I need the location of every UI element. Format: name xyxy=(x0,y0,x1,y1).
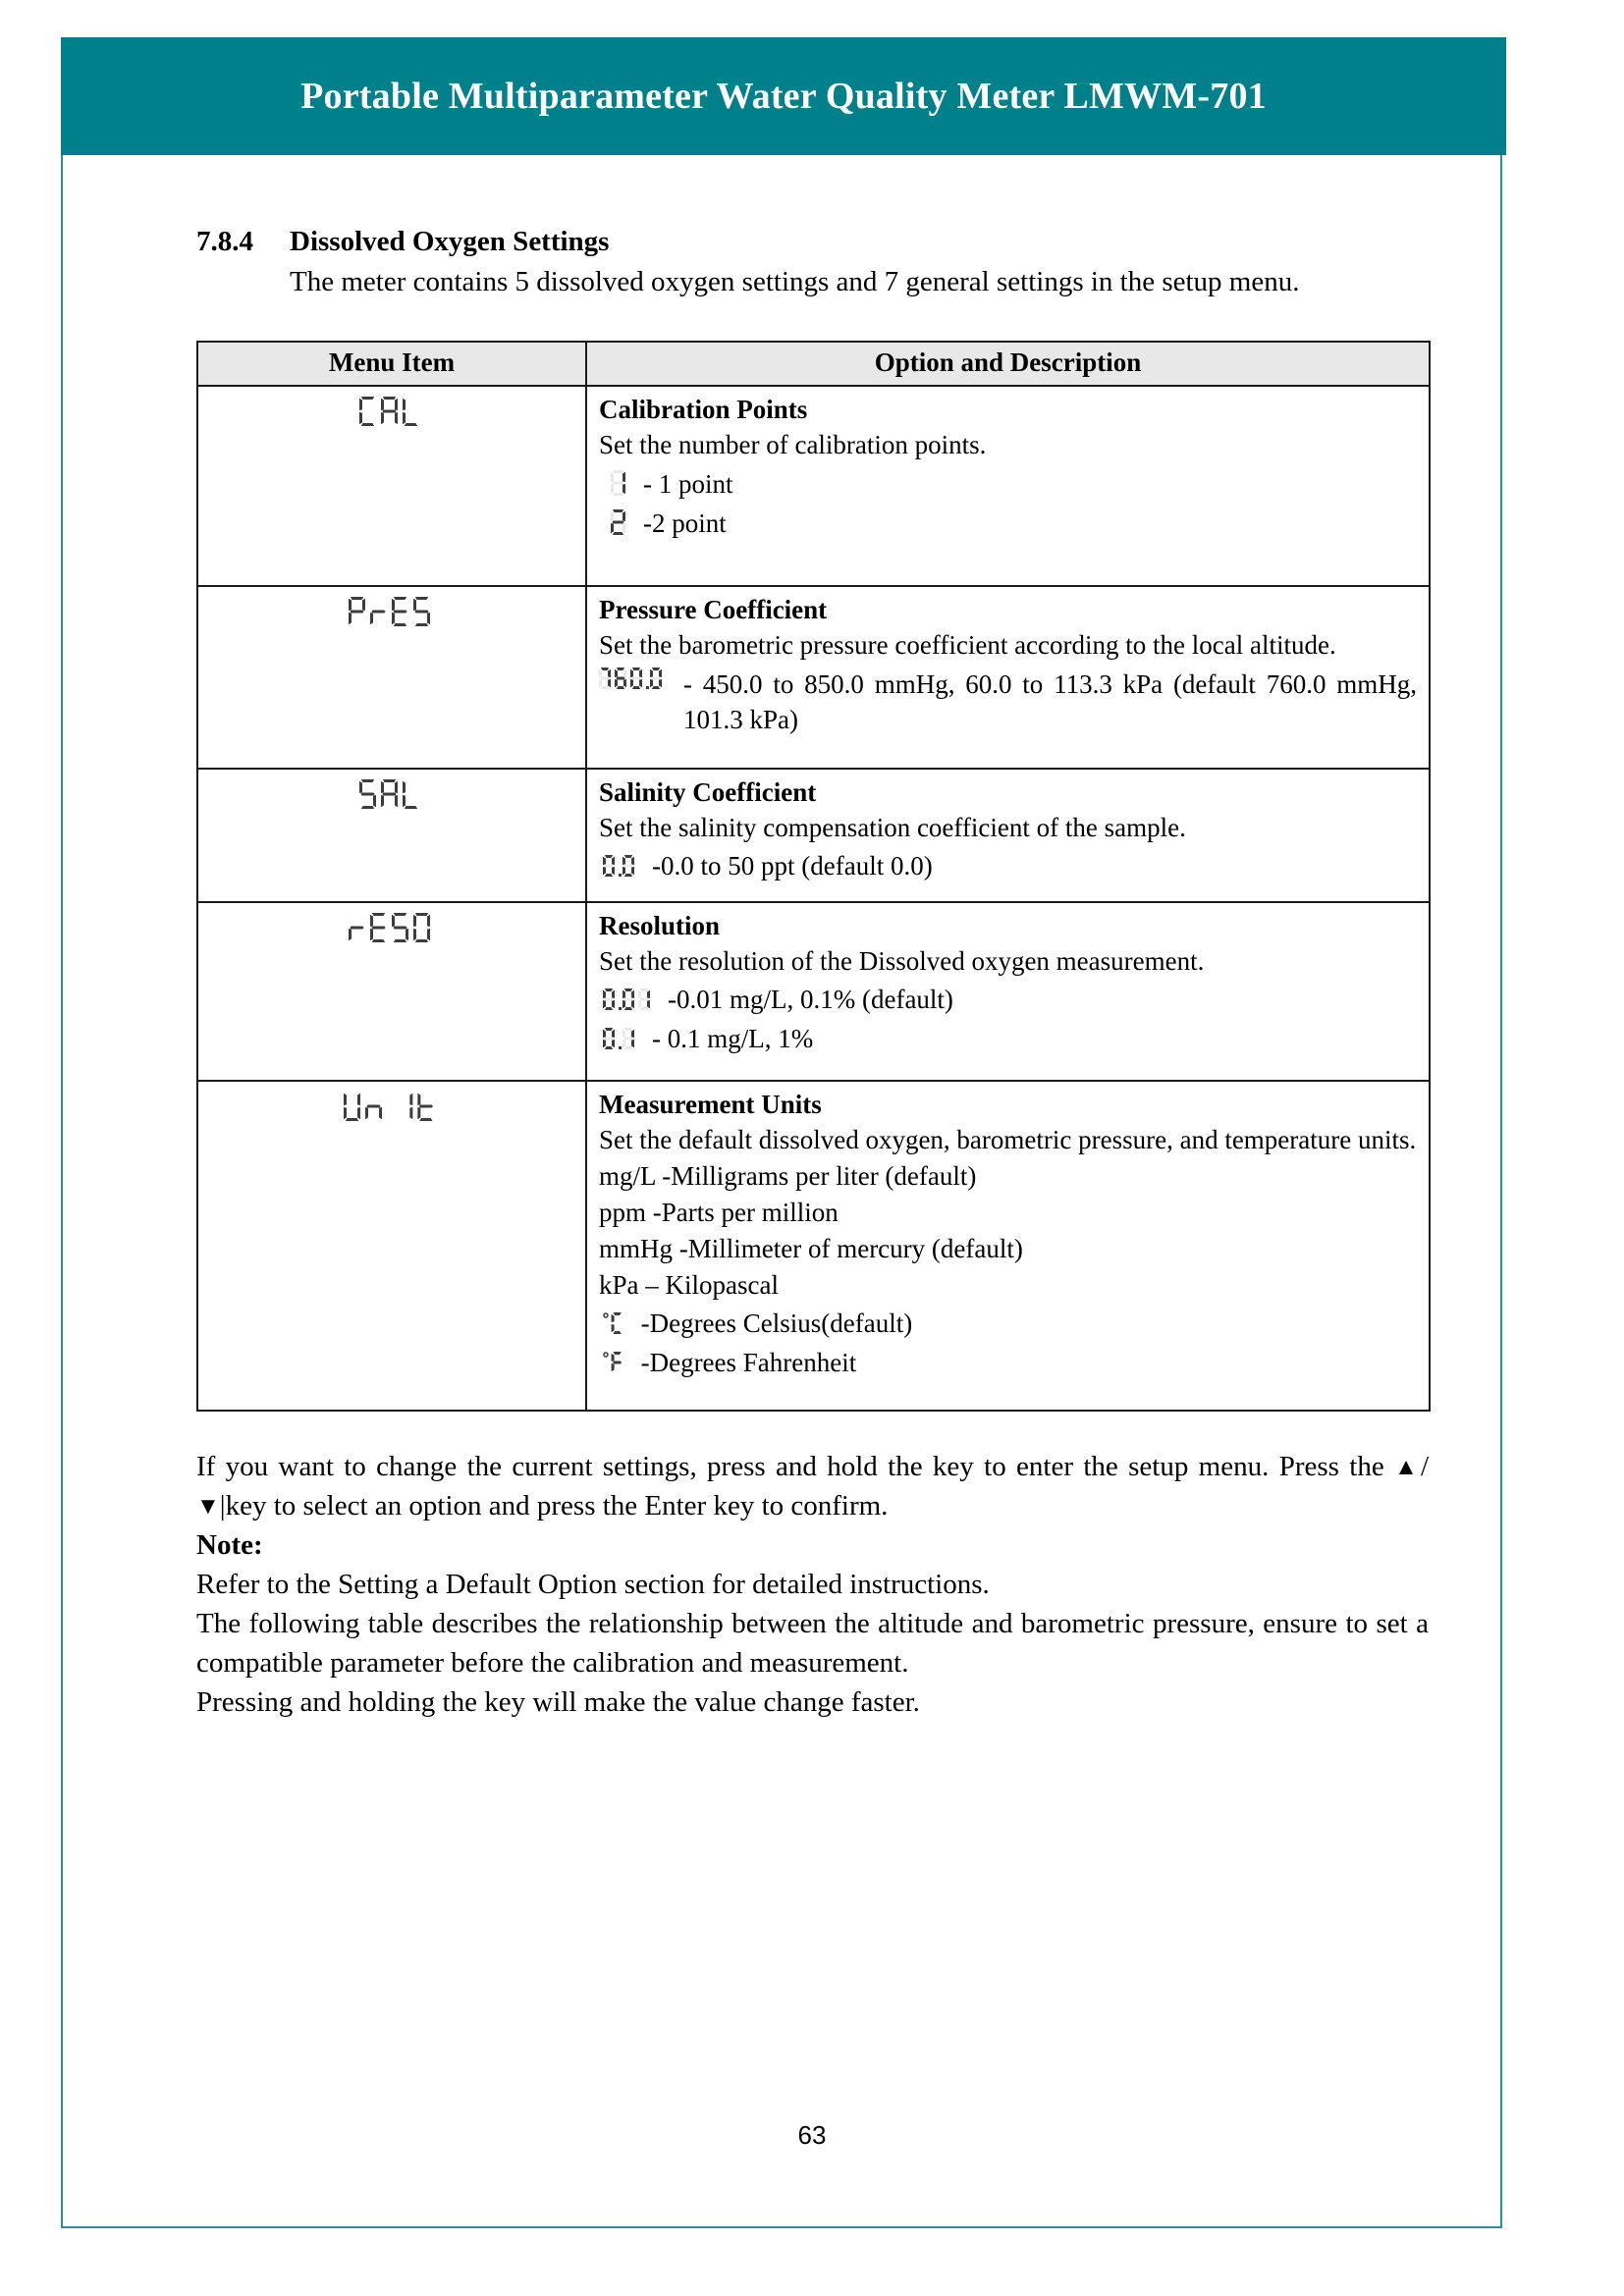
menu-item-cell-unit xyxy=(197,1081,586,1411)
option-description: Set the number of calibration points. xyxy=(599,430,987,460)
option-choice-row xyxy=(599,982,1417,1019)
option-choice-row xyxy=(599,1021,1417,1058)
menu-item-cell-cal xyxy=(197,386,586,586)
option-title: Pressure Coefficient xyxy=(599,595,828,625)
option-choice-label: -0.0 to 50 ppt (default 0.0) xyxy=(652,851,933,881)
lcd-value-1-point xyxy=(611,470,629,499)
page-number: 63 xyxy=(797,2120,827,2150)
option-choice-label: -Degrees Celsius(default) xyxy=(640,1308,913,1338)
menu-item-cell-reso xyxy=(197,902,586,1081)
lcd-display-unit xyxy=(344,1092,439,1124)
lcd-value-degrees-celsius xyxy=(603,1312,627,1336)
menu-item-cell-sal xyxy=(197,769,586,902)
lcd-value-degrees-fahrenheit xyxy=(603,1352,627,1375)
footer-paragraph-3: The following table describes the relationship between the altitude and barometric pressure, ensure to set a compatible parameter before the calibration and measurement. xyxy=(196,1607,1429,1679)
page-title: Portable Multiparameter Water Quality Meter LMWM-701 xyxy=(300,76,1267,117)
unit-line: ppm -Parts per million xyxy=(599,1198,839,1228)
option-title: Calibration Points xyxy=(599,395,808,425)
arrow-separator: / xyxy=(1420,1450,1429,1482)
footer-paragraph-4: Pressing and holding the key will make the value change faster. xyxy=(196,1685,920,1718)
dissolved-oxygen-settings-table xyxy=(196,341,1431,1411)
section-intro-text: The meter contains 5 dissolved oxygen settings and 7 general settings in the setup menu. xyxy=(290,266,1300,298)
page-header-banner xyxy=(61,37,1506,155)
option-choice-label: - 1 point xyxy=(643,468,733,499)
table-header-row xyxy=(197,342,1430,386)
arrow-up-icon: ▲ xyxy=(1394,1454,1421,1480)
unit-line: mg/L -Milligrams per liter (default) xyxy=(599,1161,977,1192)
option-cell-cal xyxy=(586,386,1430,586)
lcd-value-salinity-default xyxy=(603,855,638,879)
option-choice-row xyxy=(599,848,1417,885)
arrow-down-icon: ▼ xyxy=(196,1493,220,1520)
document-content xyxy=(196,224,1429,1722)
option-description: Set the resolution of the Dissolved oxygen measurement. xyxy=(599,946,1205,977)
option-title: Resolution xyxy=(599,911,721,941)
section-title: Dissolved Oxygen Settings xyxy=(290,226,610,257)
option-description: Set the default dissolved oxygen, barometric pressure, and temperature units. xyxy=(599,1125,1417,1155)
table-row xyxy=(197,386,1430,586)
footer-notes xyxy=(196,1447,1429,1722)
option-title: Salinity Coefficient xyxy=(599,777,817,808)
option-choice-label: -Degrees Fahrenheit xyxy=(640,1347,857,1377)
unit-line: kPa – Kilopascal xyxy=(599,1269,779,1300)
lcd-display-reso xyxy=(349,913,435,945)
option-choice-label: -0.01 mg/L, 0.1% (default) xyxy=(668,985,953,1015)
option-choice-label: - 0.1 mg/L, 1% xyxy=(652,1024,814,1054)
lcd-display-pres xyxy=(349,597,435,629)
key-bar-glyph: | xyxy=(219,1489,226,1522)
option-choice-row xyxy=(599,1306,1417,1343)
option-cell-unit xyxy=(586,1081,1430,1411)
option-choice-row xyxy=(599,667,1417,738)
option-choice-row xyxy=(599,1345,1417,1382)
table-row xyxy=(197,1081,1430,1411)
section-heading xyxy=(196,224,1429,259)
table-row xyxy=(197,769,1430,902)
section-number: 7.8.4 xyxy=(196,226,253,257)
unit-line: mmHg -Millimeter of mercury (default) xyxy=(599,1234,1023,1264)
lcd-value-2-point xyxy=(611,509,629,538)
table-row xyxy=(197,902,1430,1081)
option-cell-pres xyxy=(586,586,1430,769)
lcd-value-resolution-01 xyxy=(603,1028,638,1051)
option-cell-reso xyxy=(586,902,1430,1081)
footer-para1-before: If you want to change the current settings, press and hold the key to enter the setup menu. Press the xyxy=(196,1450,1395,1482)
lcd-display-sal xyxy=(359,779,424,812)
lcd-value-pressure-default xyxy=(599,667,666,691)
option-title: Measurement Units xyxy=(599,1090,822,1120)
option-choice-label: - 450.0 to 850.0 mmHg, 60.0 to 113.3 kPa (default 760.0 mmHg, 101.3 kPa) xyxy=(683,669,1417,735)
column-header-menu-item: Menu Item xyxy=(197,342,586,386)
footer-paragraph-2: Refer to the Setting a Default Option section for detailed instructions. xyxy=(196,1568,990,1600)
option-choice-row xyxy=(599,465,1417,503)
footer-paragraph-1 xyxy=(196,1447,1429,1525)
option-cell-sal xyxy=(586,769,1430,902)
column-header-option-description: Option and Description xyxy=(586,342,1430,386)
table-row xyxy=(197,586,1430,769)
option-choice-row xyxy=(599,505,1417,542)
option-description: Set the salinity compensation coefficient of the sample. xyxy=(599,813,1186,843)
note-label: Note: xyxy=(196,1528,263,1561)
footer-para1-after: key to select an option and press the Enter key to confirm. xyxy=(225,1489,889,1522)
lcd-display-cal xyxy=(359,397,424,429)
lcd-value-resolution-001 xyxy=(603,988,654,1012)
option-description: Set the barometric pressure coefficient according to the local altitude. xyxy=(599,630,1336,661)
menu-item-cell-pres xyxy=(197,586,586,769)
option-choice-label: -2 point xyxy=(643,507,727,538)
